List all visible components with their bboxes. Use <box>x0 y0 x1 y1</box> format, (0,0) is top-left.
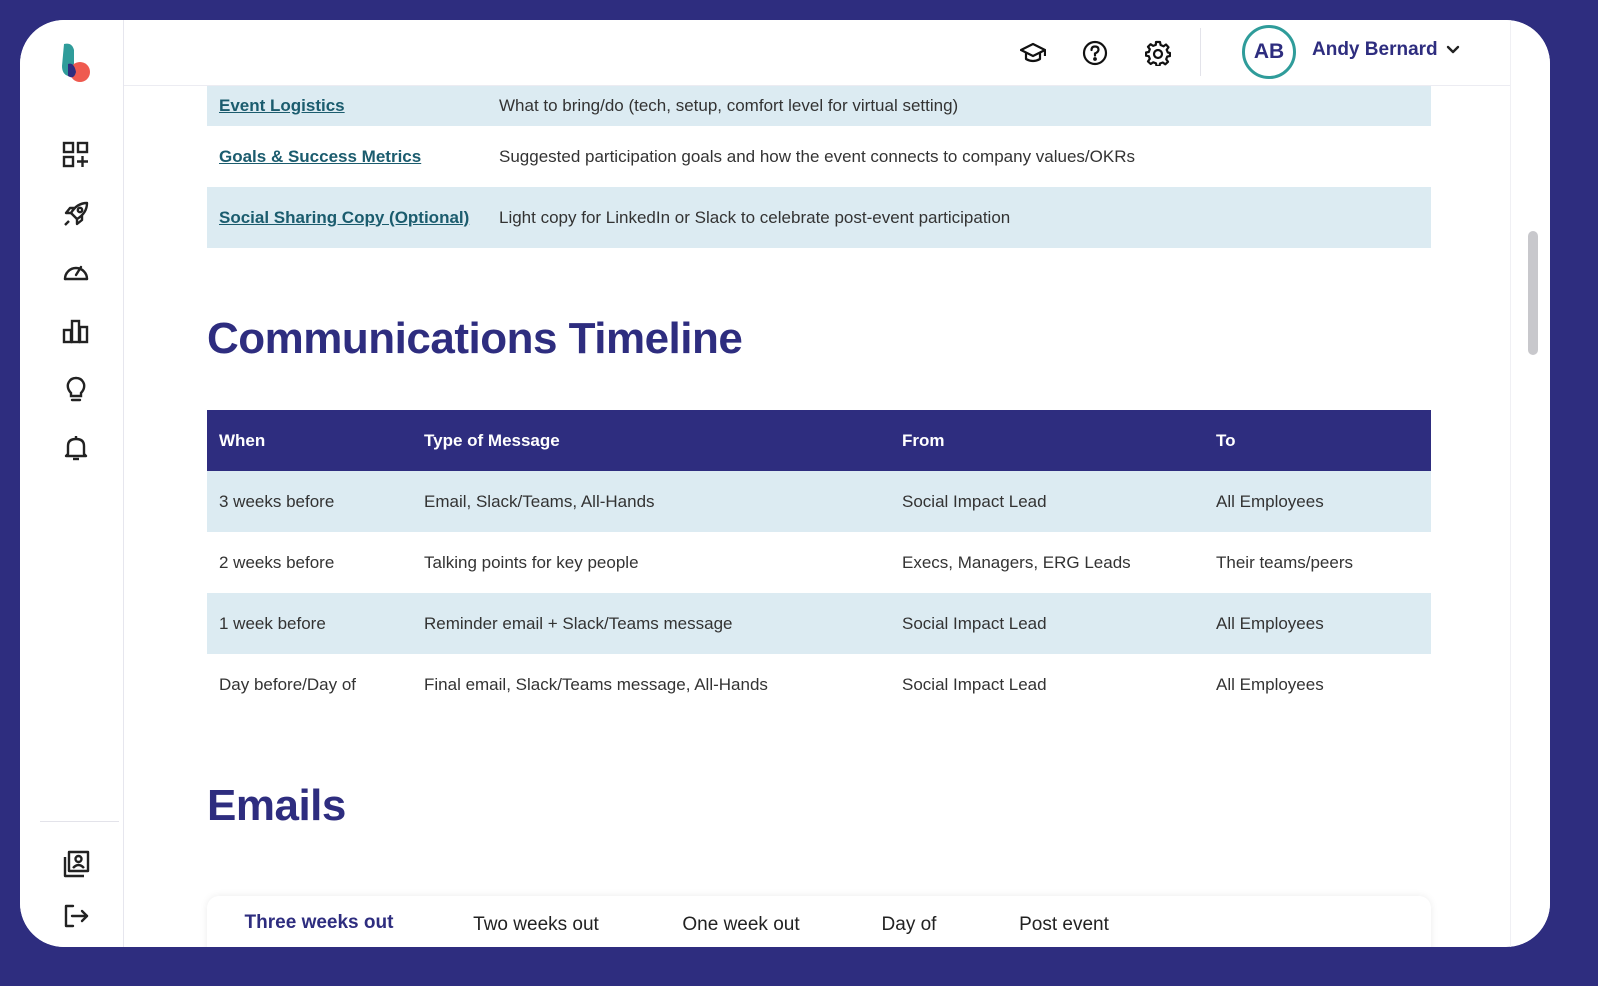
resource-link[interactable]: Goals & Success Metrics <box>219 146 422 166</box>
scroll-thumb[interactable] <box>1528 231 1538 355</box>
help-icon[interactable] <box>1079 37 1111 69</box>
user-name[interactable]: Andy Bernard <box>1312 39 1438 60</box>
table-row <box>207 593 1431 654</box>
table-cell: 2 weeks before <box>219 552 335 572</box>
sidebar <box>20 20 124 947</box>
resource-link[interactable]: Event Logistics <box>219 96 345 115</box>
table-cell: All Employees <box>1216 613 1324 633</box>
table-header-row <box>207 410 1431 471</box>
resources-table <box>207 86 1431 248</box>
tab-bar <box>207 896 1431 947</box>
table-row <box>207 187 1431 248</box>
table-cell: Social Impact Lead <box>902 613 1047 633</box>
table-cell: Their teams/peers <box>1216 552 1353 572</box>
logout-icon[interactable] <box>56 896 96 936</box>
app-window <box>20 20 1550 947</box>
rocket-icon[interactable] <box>56 194 96 234</box>
bar-chart-icon[interactable] <box>56 311 96 351</box>
tab-three-weeks-out[interactable]: Three weeks out <box>207 896 431 947</box>
table-cell: 1 week before <box>219 613 326 633</box>
main-content <box>124 86 1510 947</box>
table-row <box>207 86 1431 126</box>
table-row <box>207 532 1431 593</box>
scrollbar[interactable] <box>1510 20 1550 947</box>
graduation-cap-icon[interactable] <box>1017 37 1049 69</box>
speedometer-icon[interactable] <box>56 252 96 292</box>
bell-icon[interactable] <box>56 428 96 468</box>
gear-icon[interactable] <box>1142 37 1174 69</box>
column-header: Type of Message <box>424 430 560 450</box>
communications-timeline-table <box>207 410 1431 715</box>
dashboard-add-icon[interactable] <box>56 135 96 175</box>
table-cell: Talking points for key people <box>424 552 639 572</box>
column-header: When <box>219 430 266 450</box>
tab-day-of[interactable]: Day of <box>881 913 937 935</box>
tab-two-weeks-out[interactable]: Two weeks out <box>473 913 599 935</box>
resource-description: What to bring/do (tech, setup, comfort level for virtual setting) <box>499 96 959 115</box>
table-row <box>207 471 1431 532</box>
column-header: From <box>902 430 945 450</box>
chevron-down-icon[interactable] <box>1442 38 1464 60</box>
table-cell: 3 weeks before <box>219 491 335 511</box>
emails-tabs-card <box>207 896 1431 947</box>
app-logo[interactable] <box>58 42 94 86</box>
table-row <box>207 126 1431 187</box>
table-cell: Final email, Slack/Teams message, All-Hands <box>424 674 768 694</box>
table-cell: All Employees <box>1216 674 1324 694</box>
tab-post-event[interactable]: Post event <box>1019 913 1109 935</box>
column-header: To <box>1216 430 1236 450</box>
table-cell: All Employees <box>1216 491 1324 511</box>
table-cell: Social Impact Lead <box>902 674 1047 694</box>
table-cell: Social Impact Lead <box>902 491 1047 511</box>
table-cell: Reminder email + Slack/Teams message <box>424 613 733 633</box>
section-heading-emails: Emails <box>207 781 346 830</box>
table-cell: Execs, Managers, ERG Leads <box>902 552 1131 572</box>
header-separator <box>1200 28 1201 76</box>
top-header <box>124 20 1510 86</box>
tab-one-week-out[interactable]: One week out <box>682 913 800 935</box>
resource-link[interactable]: Social Sharing Copy (Optional) <box>219 207 470 227</box>
table-row <box>207 654 1431 715</box>
resource-description: Suggested participation goals and how the event connects to company values/OKRs <box>499 146 1135 166</box>
avatar[interactable]: AB <box>1242 25 1296 79</box>
lightbulb-icon[interactable] <box>56 369 96 409</box>
profile-gallery-icon[interactable] <box>56 844 96 884</box>
sidebar-divider <box>40 821 119 822</box>
resource-description: Light copy for LinkedIn or Slack to celebrate post-event participation <box>499 207 1011 227</box>
table-cell: Day before/Day of <box>219 674 357 694</box>
table-cell: Email, Slack/Teams, All-Hands <box>424 491 655 511</box>
section-heading-communications: Communications Timeline <box>207 314 743 363</box>
